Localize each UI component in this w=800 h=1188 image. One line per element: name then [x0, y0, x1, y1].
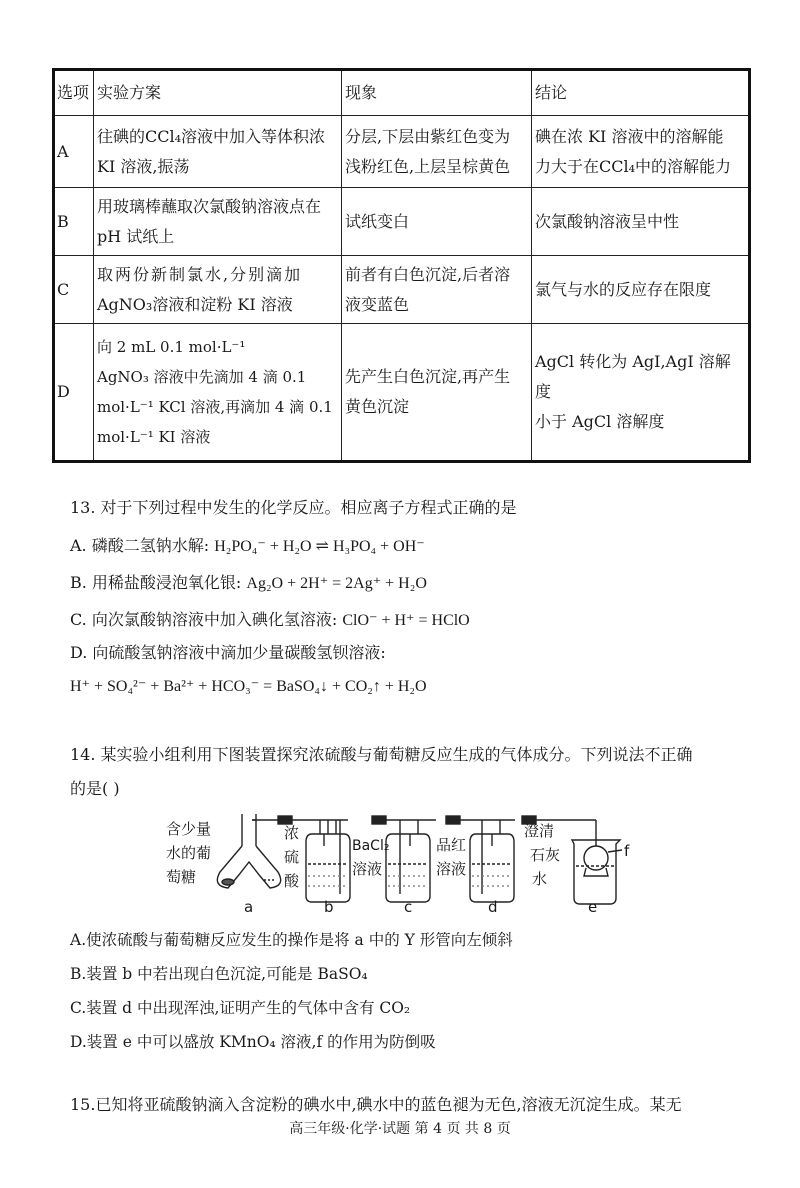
- cell-line: 取两份新制氯水,分别滴加: [97, 264, 303, 284]
- plan-cell: [94, 188, 342, 256]
- cell-line: KI 溶液,振荡: [97, 156, 190, 176]
- glucose-label-2: 水的葡: [166, 844, 212, 862]
- cell-line: 氯气与水的反应存在限度: [535, 279, 712, 299]
- letter-e: e: [588, 898, 598, 916]
- glucose-label-1: 含少量: [166, 820, 212, 838]
- table-header-row: [54, 70, 750, 116]
- header-conclusion: 结论: [532, 70, 750, 116]
- header-phenomenon: 现象: [342, 70, 532, 116]
- q13-option-d: D. 向硫酸氢钠溶液中滴加少量碳酸氢钡溶液:: [70, 643, 386, 662]
- option-equation: Ag₂O + 2H⁺ = 2Ag⁺ + H₂O: [246, 575, 427, 592]
- cell-line: mol·L⁻¹ KI 溶液: [97, 428, 211, 446]
- option-cell: D: [54, 324, 94, 462]
- plan-cell: [94, 116, 342, 188]
- plan-cell: [94, 324, 342, 462]
- letter-c: c: [404, 898, 413, 916]
- option-label: C. 向次氯酸钠溶液中加入碘化氢溶液:: [70, 610, 338, 629]
- glucose-label-3: 萄糖: [166, 868, 197, 886]
- tube-clamp: [446, 816, 460, 824]
- header-plan: 实验方案: [94, 70, 342, 116]
- cell-line: 力大于在CCl₄中的溶解能力: [535, 156, 732, 176]
- cell-line: 液变蓝色: [345, 294, 410, 314]
- limewater-label-1: 澄清: [524, 822, 555, 840]
- letter-a: a: [244, 898, 254, 916]
- bottle-b: [306, 820, 350, 902]
- cell-line: AgNO₃ 溶液中先滴加 4 滴 0.1: [97, 368, 307, 386]
- q14-option-c: C.装置 d 中出现浑浊,证明产生的气体中含有 CO₂: [70, 999, 411, 1017]
- q14-stem-line2: 的是( ): [70, 779, 120, 798]
- limewater-label-3: 水: [532, 870, 548, 888]
- pinhong-label-1: 品红: [436, 836, 467, 854]
- option-label: B. 用稀盐酸浸泡氧化银:: [70, 573, 242, 592]
- y-tube-a: [217, 814, 280, 888]
- table-row: [54, 256, 750, 324]
- table-row: [54, 324, 750, 462]
- cell-line: AgCl 转化为 AgI,AgI 溶解度: [535, 352, 731, 401]
- q13-option-b: [70, 572, 427, 595]
- option-label: A. 磷酸二氢钠水解:: [70, 536, 210, 555]
- acid-label-1: 浓: [284, 824, 300, 842]
- apparatus-figure: [160, 806, 650, 918]
- q14-option-a: A.使浓硫酸与葡萄糖反应发生的操作是将 a 中的 Y 形管向左倾斜: [70, 931, 513, 949]
- cell-line: AgNO₃溶液和淀粉 KI 溶液: [97, 294, 293, 314]
- cell-line: 往碘的CCl₄溶液中加入等体积浓: [97, 126, 326, 146]
- bacl2-label-1: BaCl₂: [352, 838, 390, 854]
- q15-stem: 15.已知将亚硫酸钠滴入含淀粉的碘水中,碘水中的蓝色褪为无色,溶液无沉淀生成。某无: [70, 1095, 682, 1114]
- option-cell: B: [54, 188, 94, 256]
- bottle-d: [470, 820, 514, 902]
- option-equation: H₂PO₄⁻ + H₂O ⇌ H₃PO₄ + OH⁻: [214, 538, 425, 555]
- cell-line: 次氯酸钠溶液呈中性: [535, 211, 680, 231]
- cell-line: 黄色沉淀: [345, 397, 410, 416]
- letter-b: b: [324, 898, 334, 916]
- bottle-c: [386, 820, 430, 902]
- phenomenon-cell: [342, 188, 532, 256]
- conclusion-cell: [532, 116, 750, 188]
- experiment-table: [52, 68, 751, 463]
- bacl2-label-2: 溶液: [352, 860, 383, 878]
- table-row: [54, 116, 750, 188]
- cell-line: 试纸变白: [345, 211, 410, 231]
- q13-option-d-equation: H⁺ + SO₄²⁻ + Ba²⁺ + HCO₃⁻ = BaSO₄↓ + CO₂↑ + H₂O: [70, 678, 427, 695]
- cell-line: mol·L⁻¹ KCl 溶液,再滴加 4 滴 0.1: [97, 398, 333, 416]
- phenomenon-cell: [342, 116, 532, 188]
- tube-clamp: [278, 816, 292, 824]
- option-cell: A: [54, 116, 94, 188]
- conclusion-cell: [532, 188, 750, 256]
- plan-cell: [94, 256, 342, 324]
- cell-line: pH 试纸上: [97, 226, 175, 246]
- tube-clamp: [372, 816, 386, 824]
- header-option: 选项: [54, 70, 94, 116]
- q13-option-c: [70, 609, 470, 632]
- q13-option-a: [70, 535, 425, 558]
- q14-option-d: D.装置 e 中可以盛放 KMnO₄ 溶液,f 的作用为防倒吸: [70, 1033, 436, 1051]
- letter-d: d: [488, 898, 498, 916]
- f-label: f: [624, 842, 630, 860]
- page-footer: 高三年级·化学·试题 第 4 页 共 8 页: [289, 1121, 511, 1137]
- option-cell: C: [54, 256, 94, 324]
- cell-line: 先产生白色沉淀,再产生: [345, 367, 511, 386]
- cell-line: 分层,下层由紫红色变为: [345, 126, 511, 146]
- cell-line: 向 2 mL 0.1 mol·L⁻¹: [97, 338, 246, 356]
- q14-stem-line1: 14. 某实验小组利用下图装置探究浓硫酸与葡萄糖反应生成的气体成分。下列说法不正确: [70, 745, 693, 764]
- acid-label-2: 硫: [284, 848, 300, 866]
- q13-stem: 13. 对于下列过程中发生的化学反应。相应离子方程式正确的是: [70, 498, 517, 517]
- pinhong-label-2: 溶液: [436, 860, 467, 878]
- cell-line: 浅粉红色,上层呈棕黄色: [345, 156, 511, 176]
- phenomenon-cell: [342, 256, 532, 324]
- cell-line: 碘在浓 KI 溶液中的溶解能: [535, 126, 724, 146]
- cell-line: 小于 AgCl 溶解度: [535, 412, 665, 431]
- conclusion-cell: [532, 324, 750, 462]
- q14-option-b: B.装置 b 中若出现白色沉淀,可能是 BaSO₄: [70, 965, 368, 983]
- limewater-label-2: 石灰: [530, 846, 561, 864]
- cell-line: 用玻璃棒蘸取次氯酸钠溶液点在: [97, 196, 322, 216]
- cell-line: 前者有白色沉淀,后者溶: [345, 264, 511, 284]
- option-equation: ClO⁻ + H⁺ = HClO: [342, 612, 470, 629]
- conclusion-cell: [532, 256, 750, 324]
- acid-label-3: 酸: [284, 872, 300, 890]
- phenomenon-cell: [342, 324, 532, 462]
- table-row: [54, 188, 750, 256]
- beaker-e: [572, 820, 622, 904]
